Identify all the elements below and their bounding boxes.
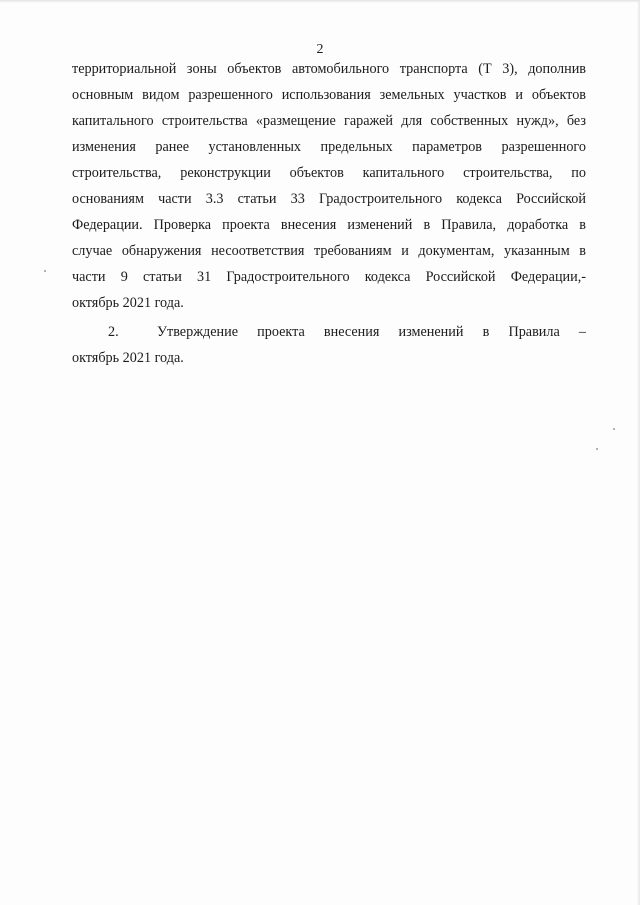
text-line: капитального строительства «размещение гаражей для собственных нужд», без	[72, 113, 586, 129]
text-line: строительства, реконструкции объектов капитального строительства, по	[72, 165, 586, 181]
text-line: октябрь 2021 года.	[72, 350, 184, 366]
scan-speck	[44, 270, 46, 272]
page-number: 2	[316, 42, 324, 57]
text-line: изменения ранее установленных предельных параметров разрешенного	[72, 139, 586, 155]
text-line: октябрь 2021 года.	[72, 295, 184, 311]
text-line: территориальной зоны объектов автомобильного транспорта (Т 3), дополнив	[72, 61, 586, 77]
scan-edge-top	[0, 0, 640, 3]
text-line: основным видом разрешенного использования земельных участков и объектов	[72, 87, 586, 103]
text-line: основаниям части 3.3 статьи 33 Градостроительного кодекса Российской	[72, 191, 586, 207]
text-line: Федерации. Проверка проекта внесения изменений в Правила, доработка в	[72, 217, 586, 233]
scan-speck	[596, 448, 598, 450]
text-line: части 9 статьи 31 Градостроительного кодекса Российской Федерации,-	[72, 269, 586, 285]
scan-speck	[613, 428, 615, 430]
text-line: 2. Утверждение проекта внесения изменений в Правила –	[108, 324, 586, 340]
text-line: случае обнаружения несоответствия требованиям и документам, указанным в	[72, 243, 586, 259]
